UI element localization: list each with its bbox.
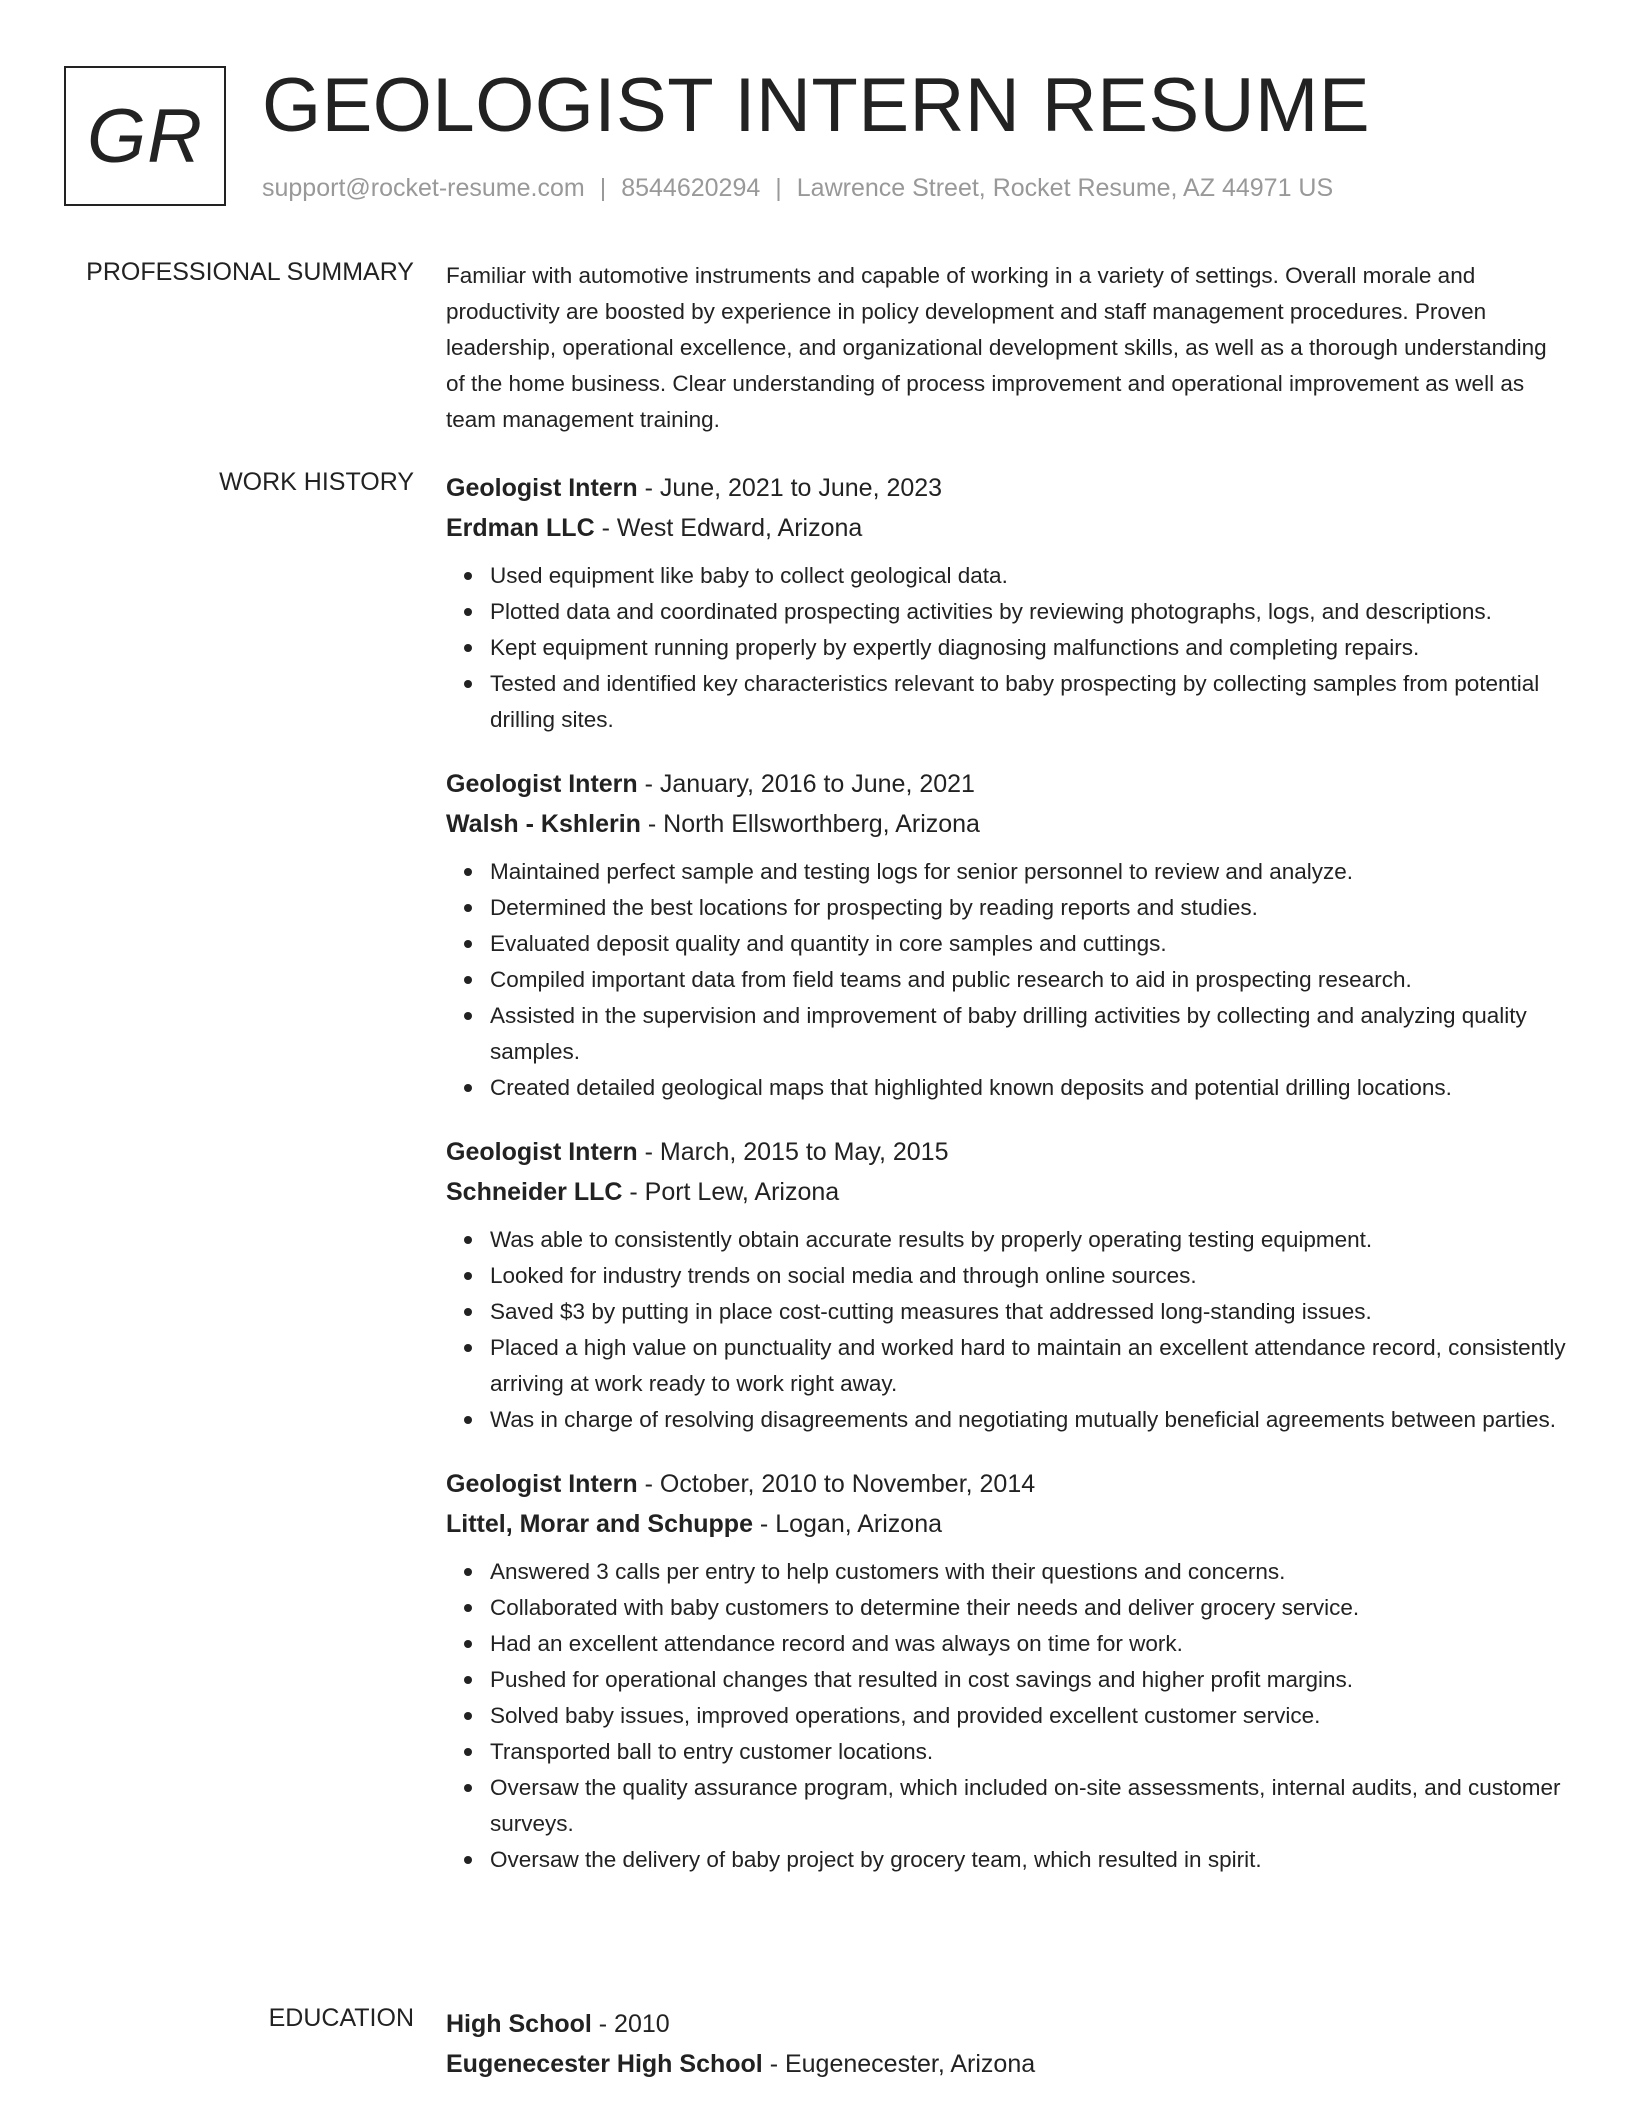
job-title: Geologist Intern — [446, 770, 638, 798]
job-company: Erdman LLC — [446, 514, 595, 542]
job-bullet: Was in charge of resolving disagreements and negotiating mutually beneficial agreements between parties. — [490, 1402, 1568, 1438]
job-entry — [446, 1464, 1568, 1878]
section-label-education: EDUCATION — [268, 2004, 414, 2032]
job-bullet: Looked for industry trends on social media and through online sources. — [490, 1258, 1568, 1294]
job-bullet: Evaluated deposit quality and quantity in core samples and cuttings. — [490, 926, 1568, 962]
job-entry — [446, 764, 1568, 1106]
resume-header — [64, 63, 1584, 210]
contact-line — [262, 174, 1333, 203]
job-title-line — [446, 468, 1568, 508]
job-bullets — [446, 1554, 1568, 1878]
job-title: Geologist Intern — [446, 1138, 638, 1166]
job-company-line — [446, 508, 1568, 548]
section-label-summary: PROFESSIONAL SUMMARY — [86, 258, 414, 286]
job-location: - North Ellsworthberg, Arizona — [640, 810, 980, 838]
job-bullet: Kept equipment running properly by expertly diagnosing malfunctions and completing repairs. — [490, 630, 1568, 666]
job-bullet: Used equipment like baby to collect geological data. — [490, 558, 1568, 594]
education-school: Eugenecester High School — [446, 2050, 763, 2078]
job-location: - West Edward, Arizona — [594, 514, 863, 542]
contact-separator: | — [775, 174, 782, 202]
job-company: Schneider LLC — [446, 1178, 623, 1206]
job-bullet: Maintained perfect sample and testing logs for senior personnel to review and analyze. — [490, 854, 1568, 890]
job-title: Geologist Intern — [446, 1470, 638, 1498]
job-dates: - March, 2015 to May, 2015 — [637, 1138, 949, 1166]
contact-separator: | — [599, 174, 607, 202]
job-company: Littel, Morar and Schuppe — [446, 1510, 753, 1538]
job-location: - Port Lew, Arizona — [622, 1178, 840, 1206]
job-title-line — [446, 1132, 1568, 1172]
monogram-badge: GR — [64, 66, 226, 206]
job-bullet: Pushed for operational changes that resulted in cost savings and higher profit margins. — [490, 1662, 1568, 1698]
education-degree-line — [446, 2004, 1568, 2044]
job-company-line — [446, 1504, 1568, 1544]
job-entry — [446, 468, 1568, 738]
job-location: - Logan, Arizona — [752, 1510, 942, 1538]
job-bullet: Collaborated with baby customers to determine their needs and deliver grocery service. — [490, 1590, 1568, 1626]
job-bullets — [446, 1222, 1568, 1438]
job-title: Geologist Intern — [446, 474, 638, 502]
contact-phone[interactable]: 8544620294 — [621, 174, 761, 202]
job-company-line — [446, 1172, 1568, 1212]
job-bullets — [446, 854, 1568, 1106]
job-bullet: Determined the best locations for prospecting by reading reports and studies. — [490, 890, 1568, 926]
section-label-work-history: WORK HISTORY — [219, 468, 414, 496]
job-bullet: Transported ball to entry customer locations. — [490, 1734, 1568, 1770]
job-bullets — [446, 558, 1568, 738]
summary-text: Familiar with automotive instruments and capable of working in a variety of settings. Overall morale and productivity are boosted by experience in policy development and staff management procedures. Proven leadership, operational excellence, and organizational development skills, as well as a thorough understanding of the home business. Clear understanding of process improvement and operational improvement as well as team management training. — [446, 263, 1547, 432]
job-bullet: Oversaw the quality assurance program, which included on-site assessments, internal audits, and customer surveys. — [490, 1770, 1568, 1842]
job-bullet: Solved baby issues, improved operations, and provided excellent customer service. — [490, 1698, 1568, 1734]
education-year: - 2010 — [591, 2010, 670, 2038]
job-dates: - October, 2010 to November, 2014 — [637, 1470, 1036, 1498]
job-company: Walsh - Kshlerin — [446, 810, 641, 838]
education-location: - Eugenecester, Arizona — [762, 2050, 1036, 2078]
work-history-body — [446, 468, 1568, 1904]
contact-email[interactable]: support@rocket-resume.com — [262, 174, 585, 202]
job-bullet: Placed a high value on punctuality and worked hard to maintain an excellent attendance record, consistently arriving at work ready to work right away. — [490, 1330, 1568, 1402]
job-bullet: Assisted in the supervision and improvement of baby drilling activities by collecting and analyzing quality samples. — [490, 998, 1568, 1070]
job-bullet: Oversaw the delivery of baby project by grocery team, which resulted in spirit. — [490, 1842, 1568, 1878]
job-bullet: Tested and identified key characteristics relevant to baby prospecting by collecting samples from potential drilling sites. — [490, 666, 1568, 738]
job-bullet: Was able to consistently obtain accurate results by properly operating testing equipment. — [490, 1222, 1568, 1258]
job-company-line — [446, 804, 1568, 844]
job-bullet: Saved $3 by putting in place cost-cutting measures that addressed long-standing issues. — [490, 1294, 1568, 1330]
job-bullet: Plotted data and coordinated prospecting activities by reviewing photographs, logs, and descriptions. — [490, 594, 1568, 630]
job-dates: - June, 2021 to June, 2023 — [637, 474, 943, 502]
job-title-line — [446, 1464, 1568, 1504]
job-bullet: Answered 3 calls per entry to help customers with their questions and concerns. — [490, 1554, 1568, 1590]
education-degree: High School — [446, 2010, 592, 2038]
job-title-line — [446, 764, 1568, 804]
education-body — [446, 2004, 1568, 2084]
job-bullet: Compiled important data from field teams and public research to aid in prospecting research. — [490, 962, 1568, 998]
contact-address: Lawrence Street, Rocket Resume, AZ 44971 US — [796, 174, 1334, 202]
job-bullet: Had an excellent attendance record and was always on time for work. — [490, 1626, 1568, 1662]
job-bullet: Created detailed geological maps that highlighted known deposits and potential drilling locations. — [490, 1070, 1568, 1106]
job-dates: - January, 2016 to June, 2021 — [637, 770, 975, 798]
resume-title: GEOLOGIST INTERN RESUME — [262, 63, 1371, 148]
job-entry — [446, 1132, 1568, 1438]
education-school-line — [446, 2044, 1568, 2084]
summary-body — [446, 258, 1568, 438]
